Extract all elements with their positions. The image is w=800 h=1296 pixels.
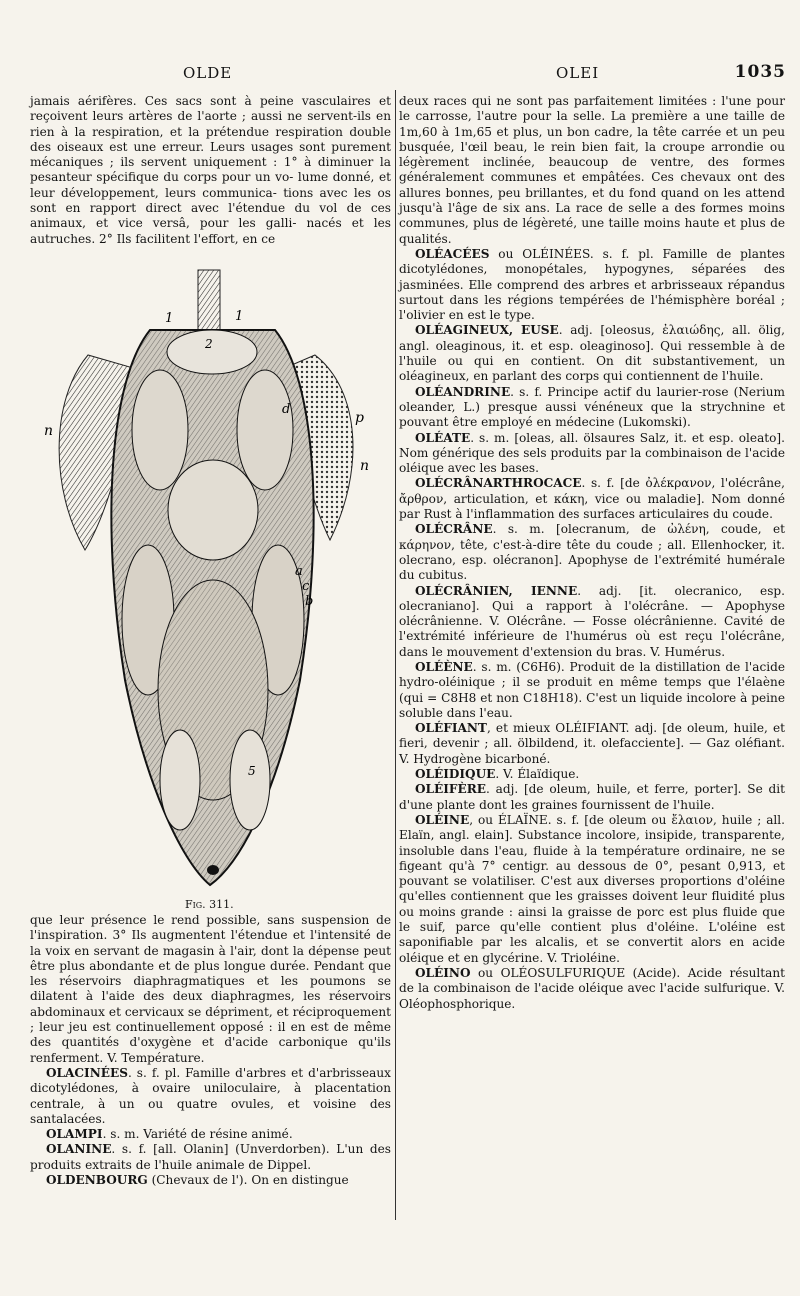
entry-headword: OLÉACÉES <box>415 246 490 261</box>
figure-label: n <box>360 458 370 474</box>
entry-headword: OLÉINE <box>415 812 470 827</box>
entry-body: . s. f. [all. Olanin] (Unverdorben). L'un des produits extraits de l'huile animale de Dippel. <box>30 1142 391 1172</box>
entry-body: . V. Élaïdique. <box>495 767 580 782</box>
text-line: diminuer la pesanteur spécifique du corps pour un vo- <box>30 155 391 185</box>
entry-body: . s. m. [olecranum, de ὠλένη, coude, et κάρηνον, tête, c'est-à-dire tête du coude ; all. Ellenhocker, it. olecrano, esp. olécranon]. Apophyse de l'extrémité humérale du cubitus. <box>399 522 785 583</box>
entry-headword: OLDENBOURG <box>46 1173 148 1188</box>
continuation-paragraph: deux races qui ne sont pas parfaitement limitées : l'une pour le carrosse, l'autre pour la selle. La première a une taille de 1m,60 à 1m,65 et plus, un bon cadre, la tête carrée et un peu busquée, l'œil beau, le rein bien fait, la croupe arrondie ou légèrement inclinée, beaucoup de ventre, des formes généralement communes et empâtées. Ces chevaux ont des allures bonnes, peu brillantes, et du fond quand on les attend jusqu'à l'âge de six ans. La race de selle a des formes moins communes, plus de légèreté, une taille moins haute et plus de qualités. <box>399 94 785 246</box>
entry-body: . s. f. Principe actif du laurier-rose (Nerium oleander, L.) presque aussi vénéneux que la strychnine et pouvant être employé en médecine (Lukomski). <box>399 384 785 430</box>
entry-headword: OLAMPI <box>46 1127 103 1142</box>
dictionary-entry <box>399 782 785 813</box>
text-line: purement mécaniques ; ils servent uniquement : 1° à <box>30 139 391 170</box>
anatomy-figure <box>30 260 391 895</box>
figure-label: b <box>305 594 314 609</box>
figure-label: d <box>282 402 291 417</box>
entry-headword: OLÉIFÈRE <box>415 782 486 797</box>
entry-headword: OLANINE <box>46 1142 112 1157</box>
entry-headword: OLÉCRÂNIEN, IENNE <box>415 583 578 598</box>
entry-headword: OLÉANDRINE <box>415 384 511 399</box>
entry-body: . adj. [de oleum, huile, et ferre, porter]. Se dit d'une plante dont les graines fournissent de l'huile. <box>399 782 785 812</box>
dictionary-entry <box>399 323 785 384</box>
entry-headword: OLÉINO <box>415 965 471 980</box>
entry-headword: OLACINÉES <box>46 1065 128 1080</box>
figure-label: 5 <box>248 764 256 778</box>
dictionary-entry <box>399 476 785 522</box>
entry-headword: OLÉCRÂNARTHROCACE <box>415 476 582 491</box>
page-number: 1035 <box>734 62 786 82</box>
entry-body: . adj. [oleosus, ἐλαιώδης, all. ölig, angl. oleaginous, it. et esp. oleaginoso]. Qui ressemble à de l'huile ou qui en contient. On dit substantivement, un oléagineux, en parlant des corps qui contiennent de l'huile. <box>399 323 785 384</box>
figure-label: 1 <box>165 311 174 326</box>
text-line: en rien à la respiration, et la prétendue respiration <box>30 109 391 139</box>
figure-label: n <box>44 423 54 439</box>
entry-headword: OLÉFIANT <box>415 721 487 736</box>
entry-headword: OLÉCRÂNE <box>415 522 493 537</box>
dictionary-entry <box>399 522 785 583</box>
dictionary-entry <box>30 1066 391 1127</box>
entry-body: , et mieux OLÉIFIANT. adj. [de oleum, huile, et fieri, devenir ; all. ölbildend, it. olefacciente]. — Gaz oléfiant. V. Hydrogène bicarboné. <box>399 721 785 766</box>
figure-label: 1 <box>235 309 244 324</box>
entry-headword: OLÉATE <box>415 430 471 445</box>
dictionary-entry <box>399 721 785 767</box>
figure-label: 2 <box>205 337 213 351</box>
continuation-paragraph: que leur présence le rend possible, sans suspension de l'inspiration. 3° Ils augmentent l'étendue et l'intensité de la voix en servant de magasin à l'air, dont la dépense peut être plus abondante et de plus longue durée. Pendant que les réservoirs diaphragmatiques et les poumons se dilatent à l'aide des deux diaphragmes, les réservoirs abdominaux et cervicaux se dépriment, et réciproquement ; leur jeu est continuellement opposé : il en est de même des quantités d'oxygène et d'acide carbonique qu'ils renferment. V. Température. <box>30 913 391 1065</box>
running-head-right: OLEI <box>556 64 600 82</box>
entry-body: . s. f. pl. Famille d'arbres et d'arbrisseaux dicotylédones, à ovaire uniloculaire, à placentation centrale, à un ou quatre ovules, et voisine des santalacées. <box>30 1065 391 1126</box>
dictionary-entry <box>399 385 785 431</box>
text-line: nacés et les autruches. 2° Ils facilitent l'effort, en ce <box>30 216 391 246</box>
bird-air-sacs-illustration <box>30 260 391 895</box>
left-column-top <box>30 94 391 247</box>
dictionary-entry <box>399 966 785 1012</box>
dictionary-entry <box>399 431 785 477</box>
dictionary-entry <box>30 1173 391 1188</box>
figure-label: a <box>295 564 303 579</box>
text-line: lume donné, et leur développement, leurs communica- <box>30 170 391 200</box>
figure-label: p <box>355 410 364 426</box>
figure-caption: Fig. 311. <box>185 898 234 911</box>
entry-body: . s. f. [de ὀλέκρανον, l'olécrâne, ἄρθρον, articulation, et κάκη, vice ou maladie]. Nom donné par Rust à l'inflammation des surfaces articulaires du coude. <box>399 476 785 522</box>
right-column <box>399 94 785 1012</box>
column-divider <box>395 90 396 1220</box>
entry-headword: OLÉIDIQUE <box>415 767 496 782</box>
entry-headword: OLÉÈNE <box>415 659 473 674</box>
text-line: du vol de ces animaux, et vice versâ, pour les galli- <box>30 201 391 231</box>
dictionary-entry <box>399 584 785 660</box>
entry-body: . s. m. (C6H6). Produit de la distillation de l'acide hydro-oléinique ; il se produit en même temps que l'élaène (qui = C8H8 et non C18H18). C'est un liquide incolore à peine soluble dans l'eau. <box>399 659 785 720</box>
dictionary-entry <box>399 660 785 721</box>
dictionary-entry <box>30 1127 391 1142</box>
dictionary-entry <box>399 247 785 323</box>
figure-label: c <box>302 579 310 594</box>
left-column-bottom <box>30 913 391 1188</box>
entry-body: . s. m. Variété de résine animé. <box>102 1127 293 1142</box>
text-line: reçoivent leurs artères de l'aorte ; aussi ne servent-ils <box>30 109 372 124</box>
entry-body: , ou ÉLAÏNE. s. f. [de oleum ou ἔλαιον, huile ; all. Elaïn, angl. elain]. Substance incolore, insipide, transparente, insoluble dans l'eau, fluide à la température ordinaire, ne se figeant qu'à 7° centigr. au dessous de 0°, pesant 0,913, et pouvant se volatiliser. C'est aux diverses proportions d'oléine qu'elles contiennent que les graisses doivent leur fluidité plus ou moins grande : ainsi la graisse de porc est plus fluide que le suif, parce qu'elle contient plus d'oléine. L'oléine est saponifiable par les alcalis, et se convertit alors en acide oléique et en glycérine. V. Trioléine. <box>399 812 785 965</box>
dictionary-entry <box>399 813 785 966</box>
entry-body: . s. m. [oleas, all. ölsaures Salz, it. et esp. oleato]. Nom générique des sels produits par la combinaison de l'acide oléique avec les bases. <box>399 430 785 476</box>
text-line: jamais aérifères. Ces sacs sont à peine vasculaires et <box>30 94 391 108</box>
left-top-paragraph <box>30 94 391 247</box>
entry-headword: OLÉAGINEUX, EUSE <box>415 323 559 338</box>
dictionary-entry <box>399 767 785 782</box>
entry-body: . adj. [it. olecranico, esp. olecraniano]. Qui a rapport à l'olécrâne. — Apophyse olécrânienne. V. Olécrâne. — Fosse olécrânienne. Cavité de l'extrémité inférieure de l'humérus où est reçu l'olécrâne, dans le mouvement d'extension du bras. V. Humérus. <box>399 583 785 659</box>
entry-body: ou OLÉOSULFURIQUE (Acide). Acide résultant de la combinaison de l'acide oléique avec l'acide sulfurique. V. Oléophosphorique. <box>399 965 785 1011</box>
entry-body: (Chevaux de l'). On en distingue <box>147 1173 349 1188</box>
running-head-left: OLDE <box>183 64 233 82</box>
dictionary-entry <box>30 1142 391 1173</box>
text-line: tions avec les os sont en rapport direct avec l'étendue <box>30 185 391 216</box>
text-line: double des oiseaux est une erreur. Leurs usages sont <box>30 124 391 154</box>
entry-body: ou OLÉINÉES. s. f. pl. Famille de plantes dicotylédones, monopétales, hypogynes, séparées des jasminées. Elle comprend des arbres et arbrisseaux répandus surtout dans les régions tempérées de l'hémisphère boréal ; l'olivier en est le type. <box>399 246 785 323</box>
